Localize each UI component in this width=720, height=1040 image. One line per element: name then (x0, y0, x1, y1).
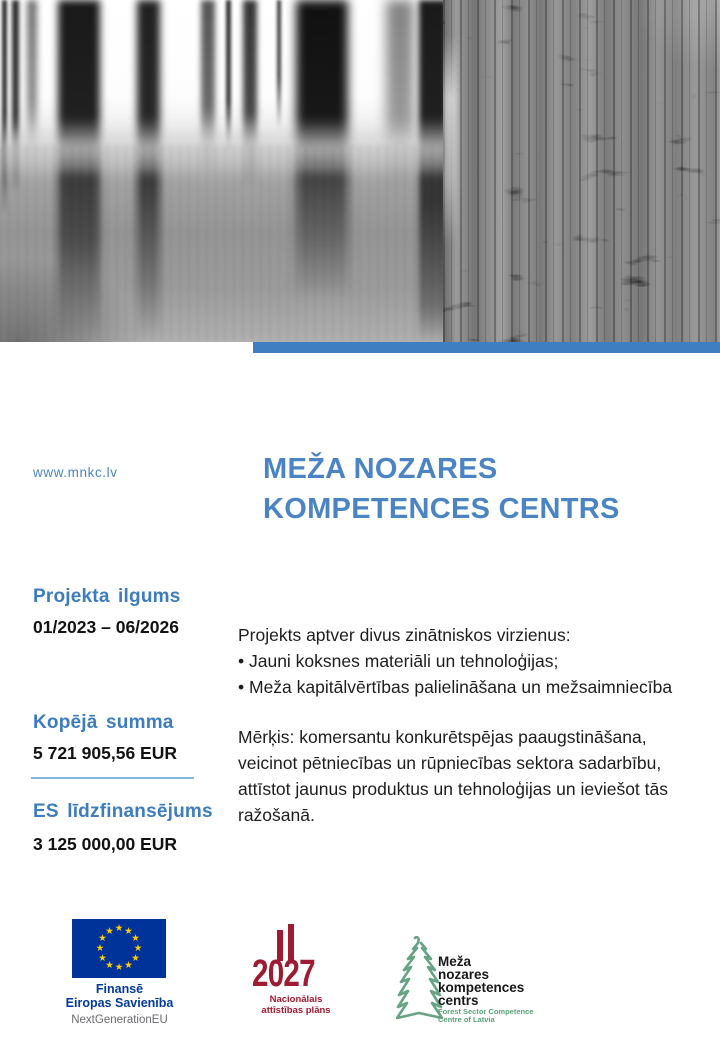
mnkc-logo-text (438, 955, 533, 1024)
total-sum-value: 5 721 905,56 EUR (33, 743, 177, 763)
page-title (263, 449, 620, 529)
text-line: attīstības plāns (261, 1004, 331, 1016)
page-title-line1: MEŽA NOZARES (263, 453, 498, 485)
eu-star-icon (114, 963, 124, 973)
forest-photo (0, 0, 720, 342)
text-line: • Meža kapitālvērtības palielināšana un mežsaimniecība (238, 677, 673, 697)
spruce-tree-icon (396, 935, 444, 1021)
project-directions-paragraph (238, 622, 672, 700)
eu-star-icon (124, 961, 134, 971)
text-line: veicinot pētniecības un rūpniecības sektora sadarbību, (238, 753, 662, 773)
divider-line (31, 777, 194, 779)
bark-fissures (443, 0, 720, 342)
eu-star-icon (114, 924, 124, 934)
forest-floor-texture (0, 145, 460, 342)
text-line: nozares (438, 967, 490, 982)
eu-logo-caption (47, 983, 192, 1026)
mnkc-logo (396, 930, 596, 1025)
text-line: kompetences (438, 980, 525, 995)
project-duration-label: Projekta ilgums (33, 586, 181, 607)
eu-cofinancing-label: ES līdzfinansējums (33, 801, 213, 822)
text-line: centrs (438, 993, 479, 1008)
blue-accent-bar (253, 342, 720, 353)
eu-funding-line1: Finansē (95, 982, 144, 996)
text-line: Projekts aptver divus zinātniskos virzienus: (238, 625, 571, 645)
text-line: Nacionālais (269, 994, 323, 1005)
text-line: Centre of Latvia (438, 1015, 495, 1024)
tree-trunk (277, 0, 281, 130)
text-line: ražošanā. (238, 805, 315, 825)
nextgeneration-eu-label: NextGenerationEU (71, 1014, 168, 1026)
eu-star-icon (98, 954, 108, 964)
text-line: attīstot jaunus produktus un tehnoloģijas un ieviešot tās (238, 779, 668, 799)
eu-funding-line2: Eiropas Savienība (65, 995, 174, 1010)
eu-cofinancing-value: 3 125 000,00 EUR (33, 834, 177, 854)
project-duration-value: 01/2023 – 06/2026 (33, 617, 179, 637)
bark-closeup-image (443, 0, 720, 342)
mnkc-name (438, 955, 533, 1007)
nap-year: 2027 (252, 953, 315, 995)
mnkc-subtitle-english (438, 1008, 533, 1024)
text-line: Mērķis: komersantu konkurētspējas paaugstināšana, (238, 727, 647, 747)
eu-flag-logo (72, 919, 166, 978)
nap-subtitle (241, 995, 351, 1016)
eu-star-icon (105, 927, 115, 937)
blurred-forest-image (0, 0, 460, 342)
eu-star-icon (95, 944, 105, 954)
total-sum-label: Kopējā summa (33, 712, 174, 733)
project-goal-paragraph (238, 724, 668, 828)
text-line: Forest Sector Competence (438, 1007, 534, 1016)
page-title-line2: KOMPETENCES CENTRS (263, 493, 620, 525)
website-url: www.mnkc.lv (33, 465, 118, 480)
text-line: • Jauni koksnes materiāli un tehnoloģijas; (238, 651, 559, 671)
bark-edge-highlight (443, 35, 458, 245)
text-line: Meža (438, 954, 472, 969)
